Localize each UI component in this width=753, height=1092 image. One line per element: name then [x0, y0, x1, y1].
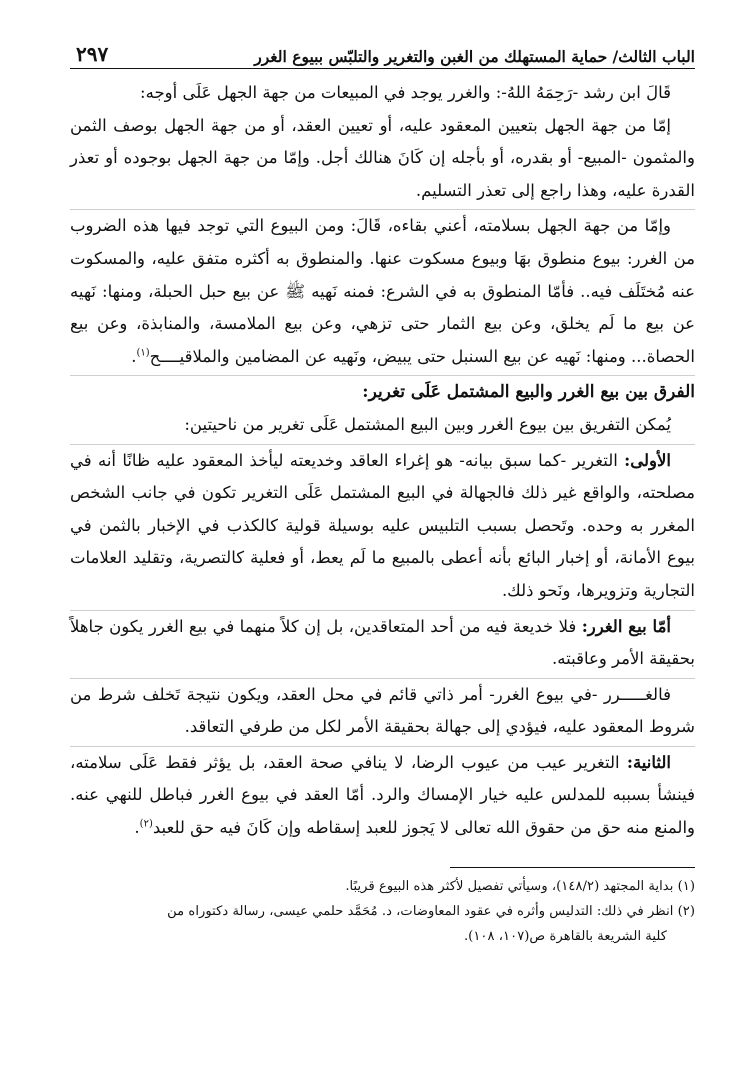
paragraph-end: . — [131, 346, 137, 366]
footnotes — [70, 874, 695, 949]
paragraph-end: . — [134, 818, 140, 838]
paragraph-gharar-nature: فالغـــــرر -في بيوع الغرر- أمر ذاتي قائم في محل العقد، ويكون نتيجة تَخلف شرط من شروط المعقود عليه، فيؤدي إلى جهالة بحقيقة الأمر لكل من طرفي التعاقد. — [70, 684, 695, 737]
footnote-ref-1[interactable]: (١) — [136, 347, 150, 359]
first-aspect-label: الأولى: — [624, 450, 671, 470]
footnote-2-continuation: كلية الشريعة بالقاهرة ص(١٠٧، ١٠٨). — [463, 928, 667, 944]
paragraph-text: التغرير -كما سبق بيانه- هو إغراء العاقد وخديعته ليأخذ المعقود عليه ظانًا أنه في مصلحته، والواقع غير ذلك فالجهالة في البيع المشتمل عَلَى التغرير تكون في جانب الشخص المغرر به وحده. وتَحصل بسبب التلبيس عليه بوسيلة قولية كالكذب في الإخبار بالثمن في بيوع الأمانة، أو إخبار البائع بأنه أعطى بالمبيع ما لَم يعط، أو فعلية كالتصرية، وتقليد العلامات التجارية وتزويرها، ونَحو ذلك. — [70, 450, 695, 600]
paragraph-text: وإمّا من جهة الجهل بسلامته، أعني بقاءه، قَالَ: ومن البيوع التي توجد فيها هذه الضروب من الغرر: بيوع منطوق بهَا وبيوع مسكوت عنها. والمنطوق به أكثره متفق عليه، والمسكوت عنه مُختَلَف فيه.. فأمّا المنطوق به في الشرع: فمنه نَهيه ﷺ عن بيع حبل الحبلة، ومنها: نَهيه عن بيع ما لَم يخلق، وعن بيع الثمار حتى تزهي، وعن بيع الملامسة، والمنابذة، وعن بيع الحصاة... ومنها: نَهيه عن بيع السنبل حتى يبيض، ونَهيه عن المضامين والملاقيــــح — [70, 216, 695, 366]
paragraph-distinction-intro: يُمكن التفريق بين بيوع الغرر وبين البيع المشتمل عَلَى تغرير من ناحيتين: — [184, 414, 671, 434]
paragraph-text: التغرير عيب من عيوب الرضا، لا ينافي صحة العقد، بل يؤثر فقط عَلَى سلامته، فينشأ بسببه للمدلس عليه خيار الإمساك والرد. أمّا العقد في بيوع الغرر فباطل للنهي عنه. والمنع منه حق من حقوق الله تعالى لا يَجوز للعبد إسقاطه وإن كَانَ فيه حق للعبد — [70, 752, 695, 838]
page-number: ٢٩٧ — [76, 42, 109, 66]
main-text — [70, 77, 695, 845]
chapter-title: الباب الثالث/ حماية المستهلك من الغبن والتغرير والتلبّس ببيوع الغرر — [254, 47, 695, 66]
paragraph-second-aspect — [70, 747, 695, 845]
paragraph-gharar-sale — [70, 611, 695, 676]
footnote-ref-2[interactable]: (٢) — [139, 818, 153, 830]
footnote-separator — [450, 867, 695, 868]
paragraph-ignorance-types: إمّا من جهة الجهل بتعيين المعقود عليه، أو تعيين العقد، أو من جهة الجهل بوصف الثمن والمثمون -المبيع- أو بقدره، أو بأجله إن كَانَ هنالك أجل. وإمّا من جهة الجهل بوجوده أو تعذر القدرة عليه، وهذا راجع إلى تعذر التسليم. — [70, 115, 695, 200]
paragraph-sales-types — [70, 210, 695, 373]
paragraph-first-aspect — [70, 445, 695, 608]
footnote-2: (٢) انظر في ذلك: التدليس وأثره في عقود المعاوضات، د. مُحَمَّد حلمي عيسى، رسالة دكتوراه من — [167, 903, 695, 919]
second-aspect-label: الثانية: — [626, 752, 671, 772]
paragraph-ibn-rushd: قَالَ ابن رشد -رَحِمَهُ اللهُ-: والغرر يوجد في المبيعات من جهة الجهل عَلَى أوجه: — [140, 83, 671, 102]
gharar-sale-label: أمّا بيع الغرر: — [581, 616, 671, 636]
running-header — [70, 38, 695, 69]
footnote-1: (١) بداية المجتهد (١٤٨/٢)، وسيأتي تفصيل لأكثر هذه البيوع قريبًا. — [345, 878, 695, 894]
section-heading: الفرق بين بيع الغرر والبيع المشتمل عَلَى تغرير: — [362, 382, 695, 403]
paragraph-text: فلا خديعة فيه من أحد المتعاقدين، بل إن كلاً منهما في بيع الغرر يكون جاهلاً بحقيقة الأمر وعاقبته. — [70, 616, 695, 669]
